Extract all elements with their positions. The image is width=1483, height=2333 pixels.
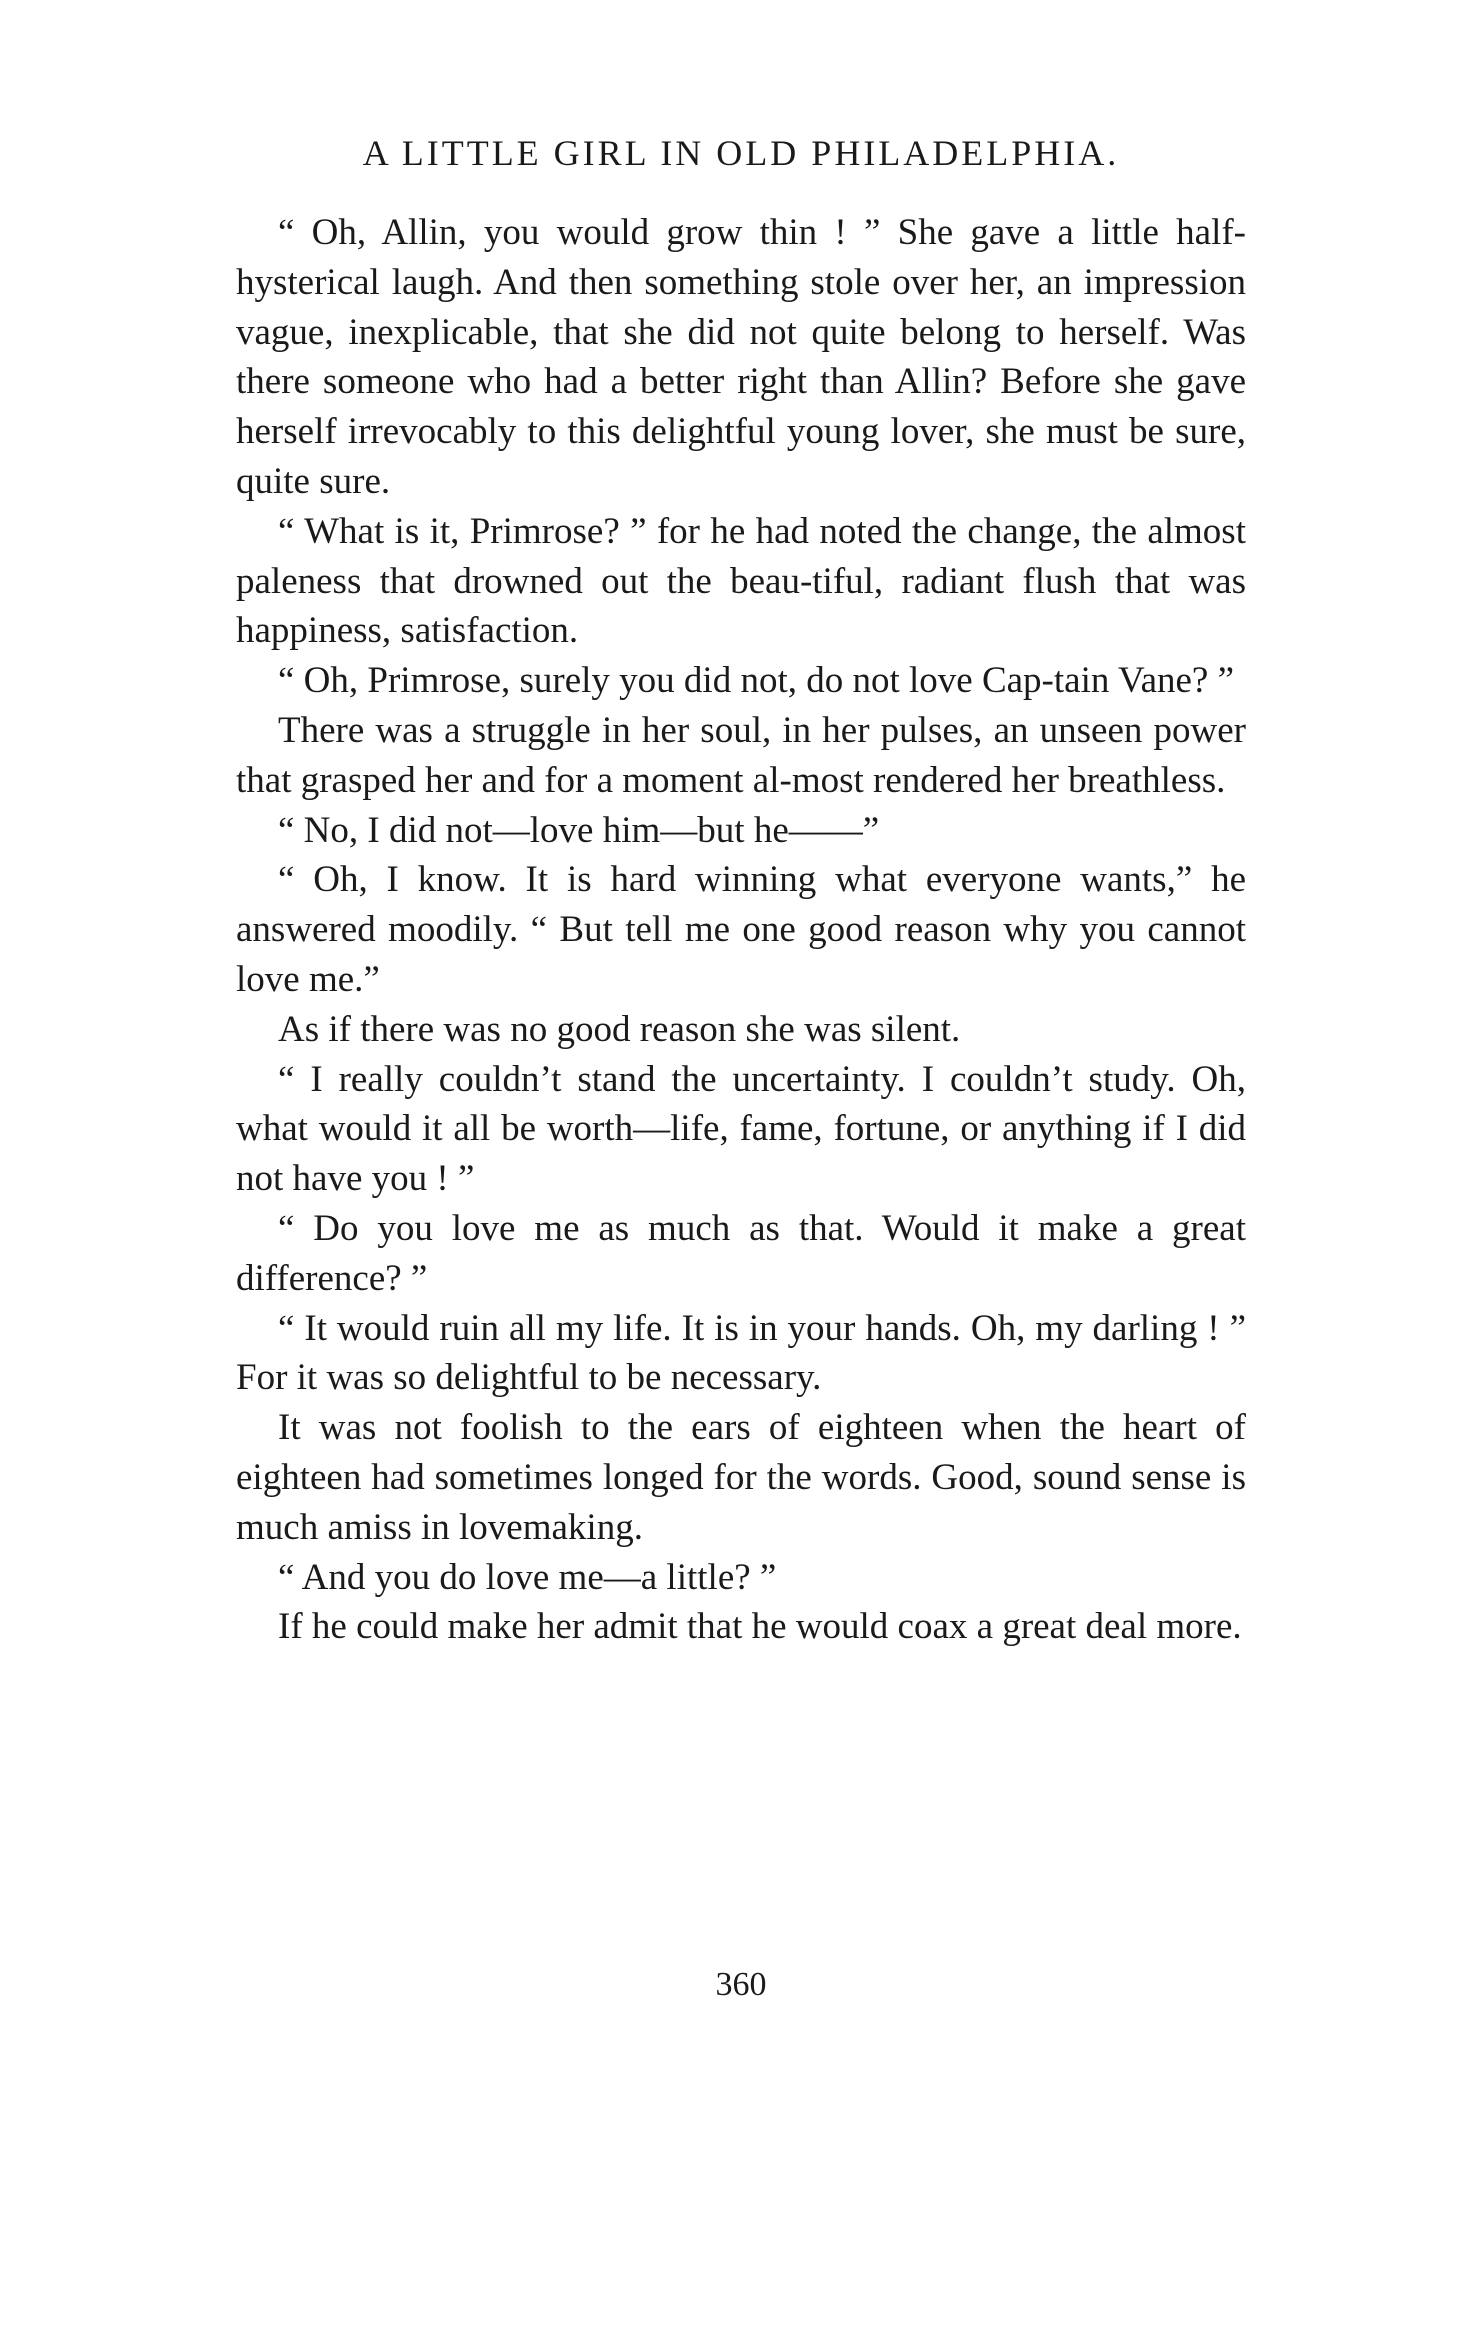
body-text (236, 208, 1246, 1652)
paragraph: It was not foolish to the ears of eighteen when the heart of eighteen had sometimes longed for the words. Good, sound sense is much amiss in lovemaking. (236, 1407, 1246, 1548)
paragraph: “ Oh, I know. It is hard winning what everyone wants,” he answered moodily. “ But tell me one good reason why you cannot love me.” (236, 859, 1246, 1000)
paragraph: “ Oh, Primrose, surely you did not, do not love Cap-tain Vane? ” (278, 660, 1235, 702)
page-number: 360 (715, 1966, 767, 2003)
running-head: A LITTLE GIRL IN OLD PHILADELPHIA. (362, 133, 1120, 173)
paragraph: “ No, I did not—love him—but he——” (278, 809, 880, 851)
paragraph: “ I really couldn’t stand the uncertainty. I couldn’t study. Oh, what would it all be worth—life, fame, fortune, or anything if I did not have you ! ” (236, 1058, 1246, 1200)
paragraph: As if there was no good reason she was silent. (278, 1008, 961, 1050)
paragraph: “ Oh, Allin, you would grow thin ! ” She gave a little half-hysterical laugh. And then something stole over her, an impression vague, inexplicable, that she did not quite belong to herself. Was there someone who had a better right than Allin? Before she gave herself irrevocably to this delightful young lover, she must be sure, quite sure. (236, 212, 1246, 502)
paragraph: “ What is it, Primrose? ” for he had noted the change, the almost paleness that drowned out the beau-tiful, radiant flush that was happiness, satisfaction. (236, 510, 1246, 652)
paragraph: “ And you do love me—a little? ” (278, 1556, 777, 1598)
paragraph: “ Do you love me as much as that. Would it make a great difference? ” (236, 1207, 1246, 1299)
paragraph: There was a struggle in her soul, in her pulses, an unseen power that grasped her and for a moment al-most rendered her breathless. (236, 709, 1246, 801)
paragraph: If he could make her admit that he would coax a great deal more. (278, 1606, 1242, 1648)
paragraph: “ It would ruin all my life. It is in your hands. Oh, my darling ! ” For it was so delightful to be necessary. (236, 1307, 1246, 1399)
